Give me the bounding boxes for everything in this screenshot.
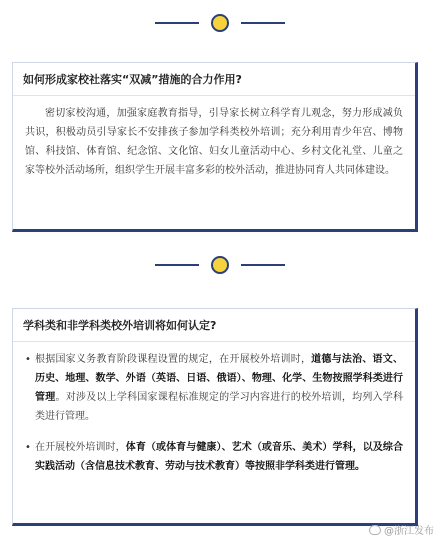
list-item-1-lead: 根据国家义务教育阶段课程设置的规定，在开展校外培训时， bbox=[35, 354, 312, 365]
card-1-paragraph: 密切家校沟通，加强家庭教育指导，引导家长树立科学育儿观念，努力形成减负共识，积极动员引导家长不安排孩子参加学科类校外培训；充分利用青少年宫、博物馆、科技馆、体育馆、纪念馆、文化馆、妇女儿童活动中心、乡村文化礼堂、儿童之家等校外活动场所，组织学生开展丰富多彩的校外活动，推进协同育人共同体建设。 bbox=[25, 108, 403, 176]
divider-line-right bbox=[241, 264, 285, 266]
info-card-1 bbox=[12, 62, 418, 232]
watermark bbox=[369, 522, 434, 537]
info-card-2 bbox=[12, 308, 418, 526]
list-item-1-bold: 道德与法治、语文、历史、地理、数学、外语（英语、日语、俄语）、物理、化学、生物按照学科类进行管理 bbox=[35, 354, 404, 403]
list-item-2-lead: 在开展校外培训时， bbox=[35, 442, 126, 453]
divider-dot-icon bbox=[211, 256, 229, 274]
list-item-academic bbox=[25, 350, 403, 426]
list-item-non-academic bbox=[25, 438, 403, 476]
card-1-title: 如何形成家校社落实“双减”措施的合力作用? bbox=[13, 63, 415, 96]
section-divider-top bbox=[0, 12, 440, 34]
section-divider-middle bbox=[0, 254, 440, 276]
card-2-list bbox=[25, 350, 403, 476]
divider-line-left bbox=[155, 22, 199, 24]
weibo-icon bbox=[369, 525, 381, 535]
list-item-2-bold: 体育（或体育与健康）、艺术（或音乐、美术）学科，以及综合实践活动（含信息技术教育、劳动与技术教育）等按照非学科类进行管理。 bbox=[35, 442, 403, 472]
card-1-body bbox=[13, 96, 415, 190]
watermark-text: @浙江发布 bbox=[384, 526, 434, 537]
divider-dot-icon bbox=[211, 14, 229, 32]
card-2-body bbox=[13, 342, 415, 486]
divider-line-left bbox=[155, 264, 199, 266]
list-item-1-tail: 。对涉及以上学科国家课程标准规定的学习内容进行的校外培训，均列入学科类进行管理。 bbox=[35, 392, 404, 422]
divider-line-right bbox=[241, 22, 285, 24]
card-2-title: 学科类和非学科类校外培训将如何认定? bbox=[13, 309, 415, 342]
